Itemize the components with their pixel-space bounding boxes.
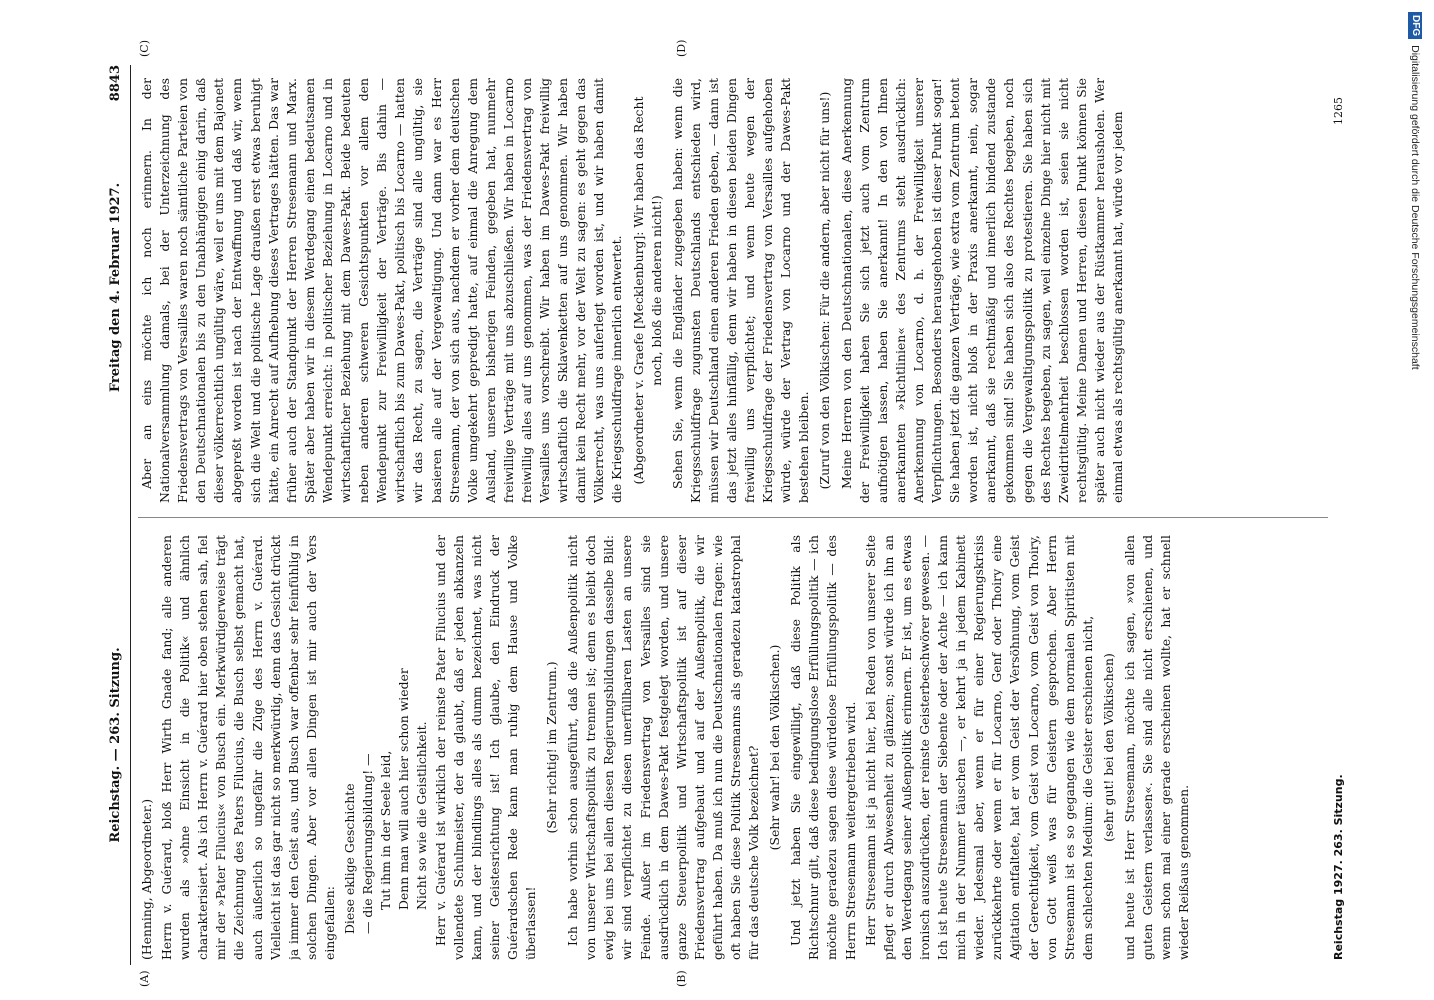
paragraph: Ich habe vorhin schon ausgeführt, daß die Außenpolitik nicht von unserer Wirtschaftspolitik zu trennen ist; denn es bleibt doch ewig bei uns bei allen diesen Regierungsbildungen dasselbe Bild: wir sind verpflichtet zu diesen unerfüllbaren Lasten an unsere Feinde. Außer im Friedensvertrag von Versailles sind sie ausdrücklich in dem Dawes-Pakt festgelegt worden, und unsere ganze Steuerpolitik und Wirtschaftspolitik ist auf dieser Friedensvertrag aufgebaut und auf der Außenpolitik, die wir geführt haben. Da muß ich nun die Deutschnationalen fragen: wie oft haben Sie diese Politik Stresemanns als geradezu katastrophal für das deutsche Volk bezeichnet? [565,535,762,960]
verse-line: Denn man will auch hier schon wieder [396,668,412,910]
marker-c: (C) [138,40,151,57]
verse-line: — die Regierungsbildung! — [360,753,376,934]
interjection: (sehr gut! bei den Völkischen) [1100,653,1116,842]
verse-line: Diese eklige Geschichte [342,783,358,934]
verse-line: Tut ihm in der Seele leid, [378,750,394,910]
marker-a: (A) [138,970,151,987]
header-date: Freitag den 4. Februar 1927. [108,182,123,393]
verse-line: Nicht so wie die Geistlichkeit. [414,721,430,910]
paragraph: Meine Herren von den Deutschnationalen, diese Anerkennung der Freiwilligkeit haben Sie sich jetzt auch vom Zentrum aufnötigen lassen, haben Sie anerkannt! In den von Ihnen anerkannten »Richtlinien« des Zentrums steht ausdrücklich: Anerkennung von Locarno, d. h. der Freiwilligkeit unserer Verpflichtungen. Besonders herausgehoben ist dieser Punkt sogar! Sie haben jetzt die ganzen Verträge, wie extra vom Zentrum betont worden ist, nicht bloß in der Praxis anerkannt, nein, sogar anerkannt, daß sie rechtmäßig und innerlich bindend zustande gekommen sind! Sie haben sich also des Rechtes begeben, noch gegen die Vergewaltigungspolitik zu protestieren. Sie haben sich des Rechtes begeben, zu sagen, weil einzelne Dinge hier nicht mit Zweidrittelmehrheit beschlossen worden ist, seien sie nicht rechtsgültig. Meine Damen und Herren, diesen Punkt können Sie später auch nicht wieder aus der Rüstkammer herausholen. Wer einmal etwas als rechtsgültig anerkannt hat, würde vor jedem [838,78,1125,503]
interjection: (Abgeordneter v. Graefe [Mecklenburg]: Wir haben das Recht noch, bloß die anderen nicht!) [630,96,664,485]
column-rule [138,517,1328,518]
column-right [138,78,1328,503]
paragraph: und heute ist Herr Stresemann, möchte ich sagen, »von allen guten Geistern verlassen«. Sie sind alle nicht erschienen, und wenn schon mal einer gerade erscheinen wollte, hat er schnell wieder Reißaus genommen. [1121,535,1192,960]
interjection: (Zuruf von den Völkischen: Für die andern, aber nicht für uns!) [817,91,833,490]
header-left: Reichstag. — 263. Sitzung. [108,647,123,843]
interjection: (Sehr wahr! bei den Völkischen.) [767,644,783,851]
speaker-line: (Henning, Abgeordneter.) [139,798,154,960]
funding-text: Digitalisierung gefördert durch die Deutsche Forschungsgemeinschaft [1409,45,1421,370]
paragraph: Aber an eins möchte ich noch erinnern. In der Nationalversammlung damals, bei der Unterzeichnung des Friedensvertrags von Versailles waren noch sämtliche Parteien von den Deutschnationalen bis zu den Unabhängigen einig darin, daß dieser völkerrechtlich ungültig wäre, weil er uns mit dem Bajonett abgepreßt worden ist nach der Entwaffnung und daß wir, wenn sich die Welt und die politische Lage draußen erst etwas beruhigt hätte, ein Anrecht auf Aufhebung dieses Vertrages hätten. Das war früher auch der Standpunkt der Herren Stresemann und Marx. Später aber haben wir in diesem Werdegang einen bedeutsamen Wendepunkt erreicht: in politischer Beziehung in Locarno und in wirtschaftlicher Beziehung mit dem Dawes-Pakt. Beide bedeuten neben anderen schweren Gesichtspunkten vor allem den Wendepunkt zur Freiwilligkeit der Verträge. Bis dahin — wirtschaftlich bis zum Dawes-Pakt, politisch bis Locarno — hatten wir das Recht, zu sagen, die Verträge sind alle ungültig, sie basieren alle auf der Vergewaltigung. Und dann war es Herr Stresemann, der von sich aus, nachdem er vorher dem deutschen Volke umgekehrt gepredigt hatte, auf einmal die Anregung dem Ausland, unseren bisherigen Feinden, gegeben hat, nunmehr freiwillige Verträge mit uns abzuschließen. Wir haben in Locarno freiwillig alles auf uns genommen, was der Friedensvertrag von Versailles uns vorschreibt. Wir haben im Dawes-Pakt freiwillig wirtschaftlich die Sklavenketten auf uns genommen. Wir haben damit kein Recht mehr, vor der Welt zu sagen: es geht gegen das Völkerrecht, was uns auferlegt worden ist, und wir haben damit die Kriegsschuldfrage innerlich entwertet. [139,78,625,503]
funding-stamp [1400,12,1430,982]
rotated-page [100,39,1390,987]
dfg-logo: DFG [1408,12,1422,39]
page-header [100,65,131,965]
paragraph: Herrn v. Guérard, bloß Herr Wirth Gnade fand; alle anderen wurden als »ohne Einsicht in die Politik« und ähnlich charakterisiert. Als ich Herrn v. Guérard hier oben stehen sah, fiel mir der »Pater Filucius« von Busch ein. Merkwürdigerweise trägt die Zeichnung des Paters Filucius, die Busch selbst gemacht hat, auch äußerlich so ungefähr die Züge des Herrn v. Guérard. Vielleicht ist das gar nicht so merkwürdig, denn das Gesicht drückt ja immer den Geist aus, und Busch war offenbar sehr feinfühlig in solchen Dingen. Aber vor allen Dingen ist mir auch der Vers eingefallen: [159,535,337,960]
paragraph: Und jetzt haben Sie eingewilligt, daß diese Politik als Richtschnur gilt, daß diese bedingungslose Erfüllungspolitik — ich möchte geradezu sagen diese würdelose Erfüllungspolitik — des Herrn Stresemann weitergetrieben wird. [788,535,858,960]
interjection: (Sehr richtig! im Zentrum.) [544,661,560,834]
paragraph: Herr v. Guérard ist wirklich der reinste Pater Filucius und der vollendete Schulmeister, der da glaubt, daß er jeden abkanzeln kann, und der blindlings alles als dumm bezeichnet, was nicht seiner Geistesrichtung ist! Ich glaube, den Eindruck der Guérardschen Rede kann man ruhig dem Hause und Volke überlassen! [432,535,538,960]
page-footer: Reichstag 1927. 263. Sitzung. [1332,774,1345,960]
marker-b: (B) [675,970,688,987]
column-left [138,535,1328,960]
footer-page-number: 1265 [1332,97,1345,125]
header-page-number: 8843 [108,65,123,102]
marker-d: (D) [675,39,688,57]
paragraph: Herr Stresemann ist ja nicht hier, bei Reden von unserer Seite pflegt er durch Abwesenheit zu glänzen; sonst würde ich ihn an den Werdegang seiner Außenpolitik erinnern. Er ist, um es etwas ironisch auszudrücken, der reinste Geisterbeschwörer gewesen. — Ich ist heute Stresemann der Siebente oder der Achte — ich kann mich in der Nummer täuschen —, er kehrt ja in jedem Kabinett wieder. Jedesmal aber, wenn er für einer Regierungskrisis zurückkehrte oder wenn er für Locarno, Genf oder Thoiry eine Agitation entfaltete, hat er vom Geist der Versöhnung, vom Geist der Gerechtigkeit, vom Geist von Locarno, vom Geist von Thoiry, von Gott weiß was für Geistern gesprochen. Aber Herrn Stresemann ist es so gegangen wie dem normalen Spiritisten mit dem schlechten Medium: die Geister erschienen nicht, [862,535,1095,960]
paragraph: Sehen Sie, wenn die Engländer zugegeben haben: wenn die Kriegsschuldfrage zugunsten Deutschlands entschieden wird, müssen wir Deutschland einen anderen Frieden geben, — dann ist das jetzt alles hinfällig, denn wir haben in diesen beiden Dingen freiwillig uns verpflichtet; und wenn heute wegen der Kriegsschuldfrage der Friedensvertrag von Versailles aufgehoben würde, würde der Vertrag von Locarno und der Dawes-Pakt bestehen bleiben. [669,78,812,503]
